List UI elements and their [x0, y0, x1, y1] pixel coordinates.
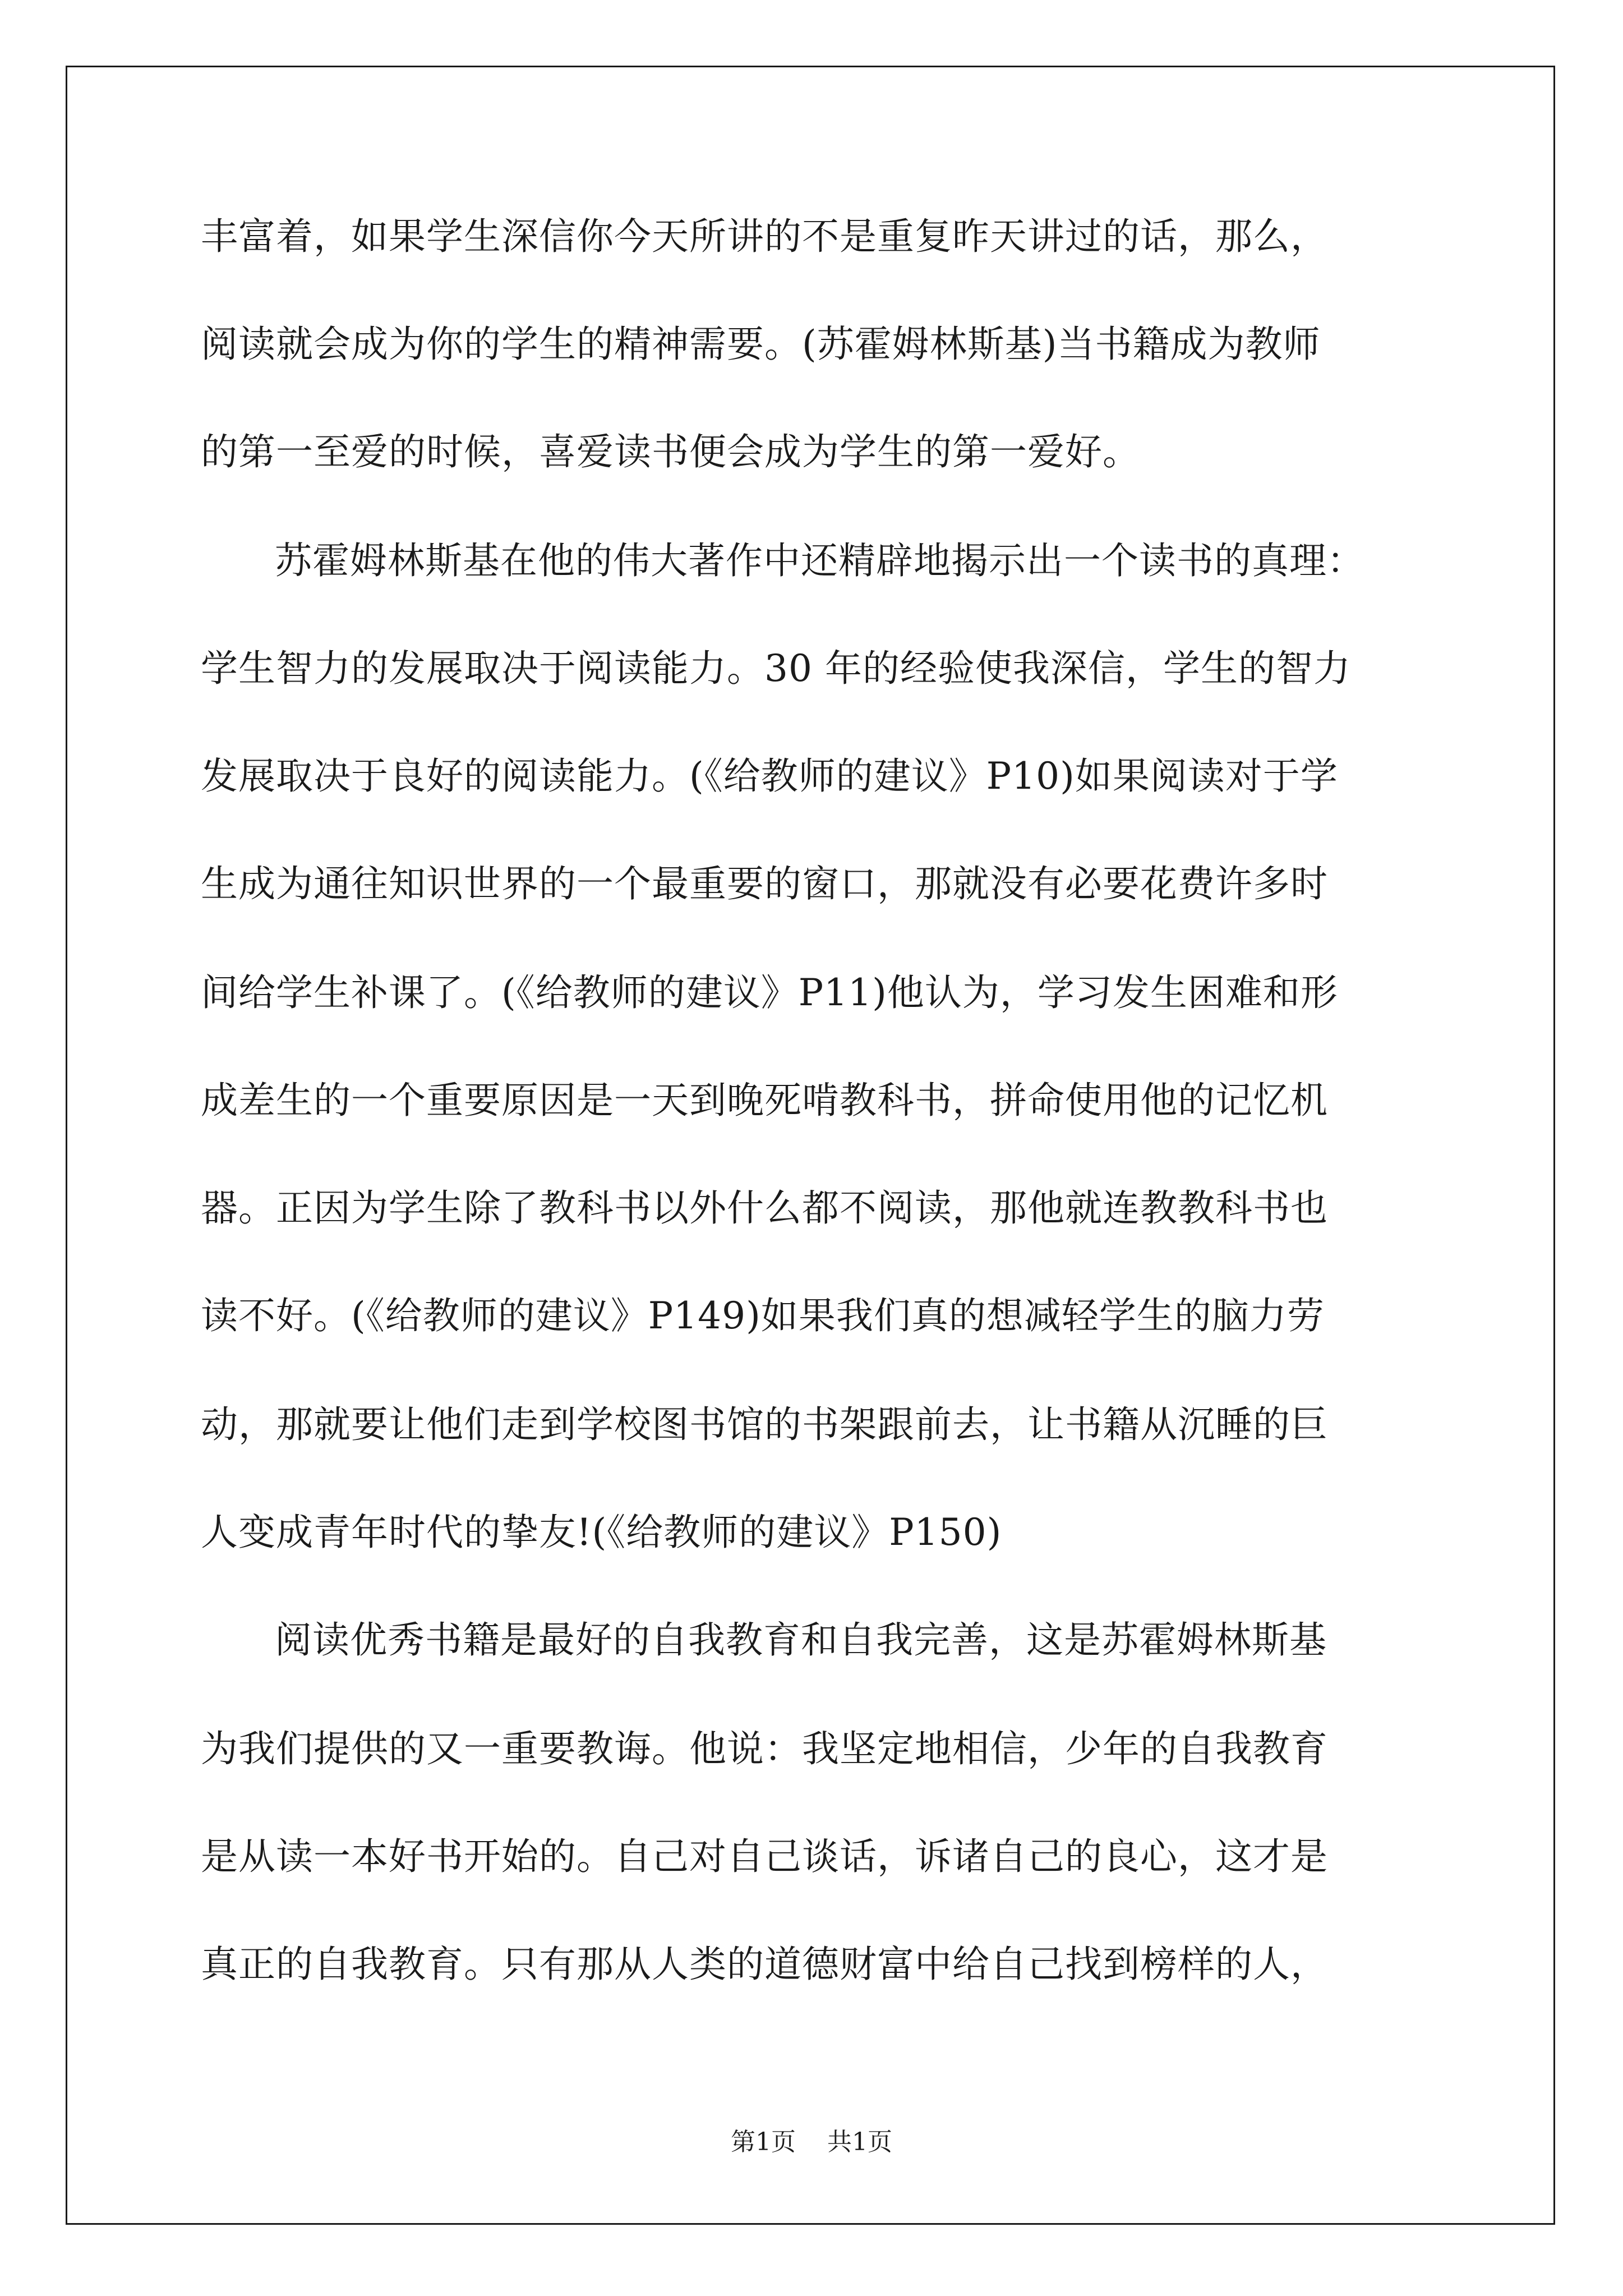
text-line: 间给学生补课了。(《给教师的建议》P11)他认为，学习发生困难和形	[201, 971, 1338, 1014]
text-line: 人变成青年时代的挚友!(《给教师的建议》P150)	[201, 1511, 1002, 1554]
text-line: 生成为通往知识世界的一个最重要的窗口，那就没有必要花费许多时	[201, 862, 1328, 905]
text-line: 丰富着，如果学生深信你今天所讲的不是重复昨天讲过的话，那么，	[201, 215, 1328, 258]
text-line: 学生智力的发展取决于阅读能力。30 年的经验使我深信，学生的智力	[201, 647, 1351, 690]
text-line: 器。正因为学生除了教科书以外什么都不阅读，那他就连教教科书也	[201, 1186, 1328, 1230]
text-line: 发展取决于良好的阅读能力。(《给教师的建议》P10)如果阅读对于学	[201, 754, 1338, 798]
text-line: 读不好。(《给教师的建议》P149)如果我们真的想减轻学生的脑力劳	[201, 1294, 1325, 1337]
page-number-current: 第1页	[731, 2128, 796, 2156]
text-line: 为我们提供的又一重要教诲。他说：我坚定地相信，少年的自我教育	[201, 1727, 1328, 1770]
text-line: 的第一至爱的时候，喜爱读书便会成为学生的第一爱好。	[201, 430, 1140, 473]
text-line: 动，那就要让他们走到学校图书馆的书架跟前去，让书籍从沉睡的巨	[201, 1403, 1328, 1446]
paragraph-first-line: 苏霍姆林斯基在他的伟大著作中还精辟地揭示出一个读书的真理：	[275, 539, 1364, 582]
page-number-total: 共1页	[827, 2128, 892, 2156]
text-line: 是从读一本好书开始的。自己对自己谈话，诉诸自己的良心，这才是	[201, 1835, 1328, 1878]
page-footer	[0, 2127, 1623, 2158]
text-line: 阅读就会成为你的学生的精神需要。(苏霍姆林斯基)当书籍成为教师	[201, 323, 1321, 366]
text-line: 成差生的一个重要原因是一天到晚死啃教科书，拼命使用他的记忆机	[201, 1079, 1328, 1122]
text-line: 真正的自我教育。只有那从人类的道德财富中给自己找到榜样的人，	[201, 1943, 1328, 1986]
page-border	[66, 66, 1555, 2225]
paragraph-first-line: 阅读优秀书籍是最好的自我教育和自我完善，这是苏霍姆林斯基	[275, 1618, 1327, 1662]
